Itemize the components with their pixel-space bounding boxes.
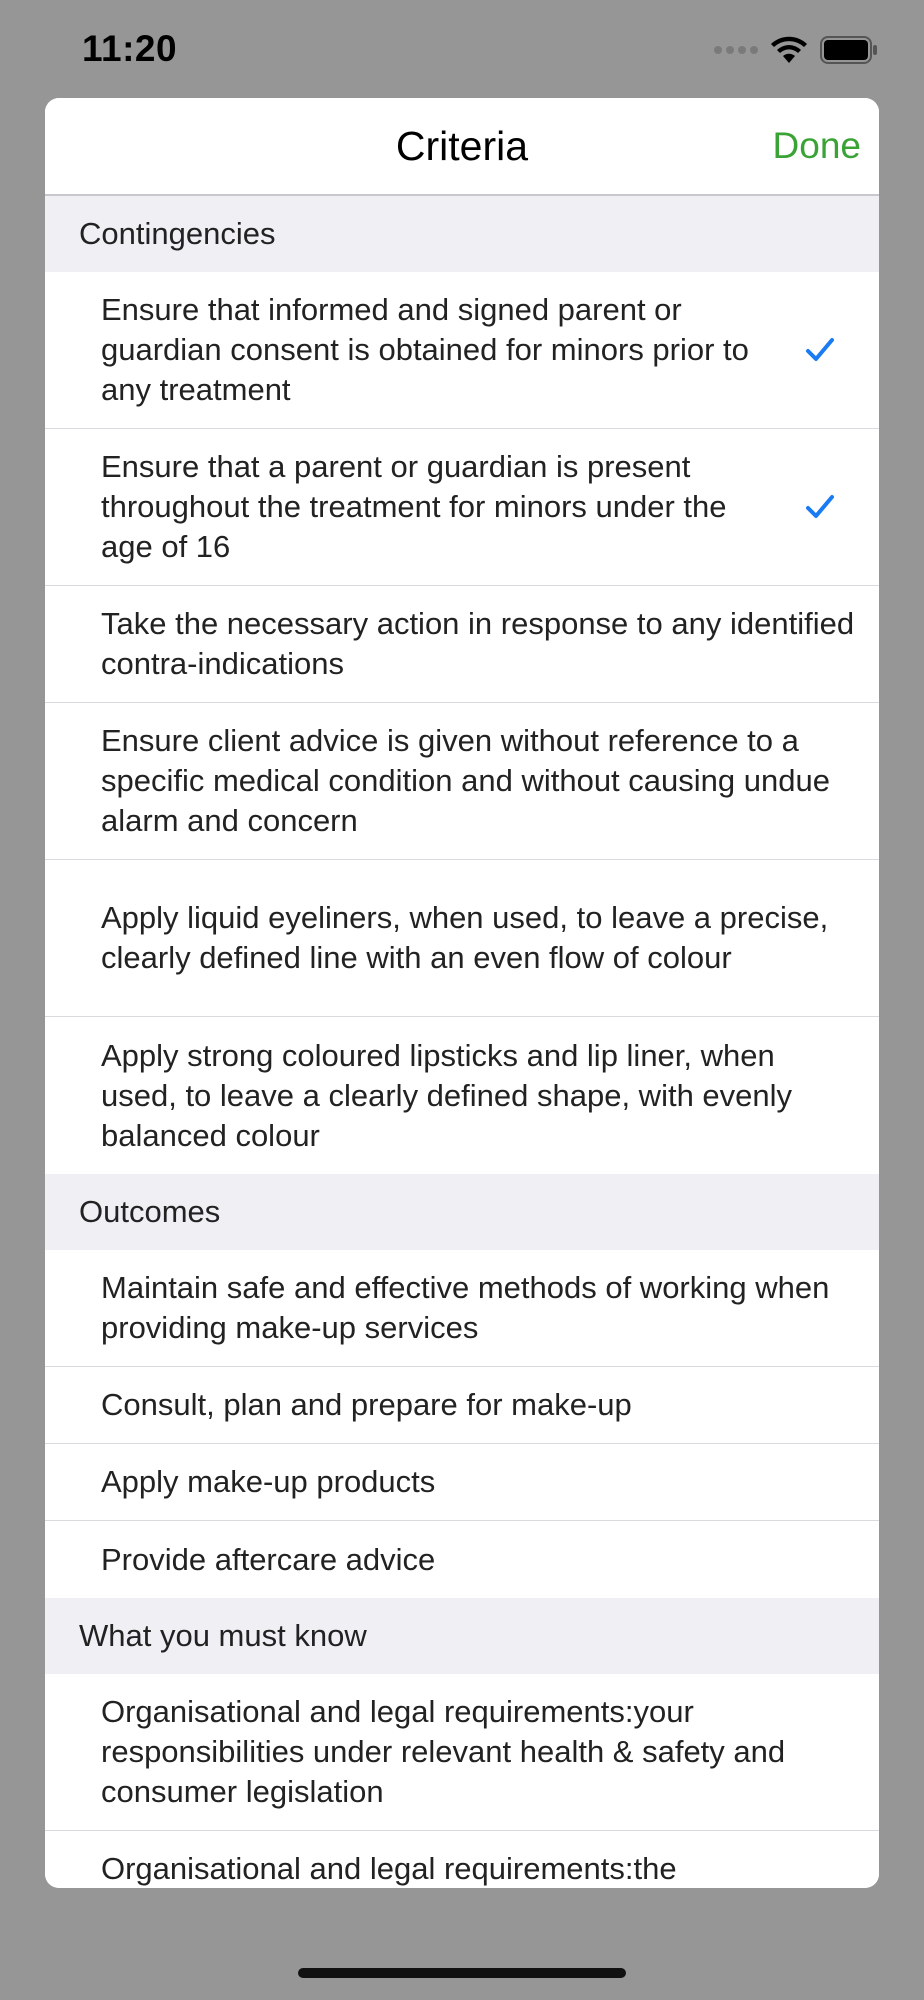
cellular-signal-icon	[714, 46, 758, 54]
criteria-list[interactable]	[45, 196, 879, 1888]
status-time: 11:20	[82, 28, 178, 69]
navigation-bar	[45, 98, 879, 196]
list-item[interactable]	[45, 1367, 879, 1444]
list-item-text: Organisational and legal requirements:your responsibilities under relevant health & safety and consumer legislation	[101, 1694, 786, 1809]
list-item-text: Consult, plan and prepare for make-up	[101, 1387, 632, 1422]
done-button[interactable]: Done	[772, 125, 861, 166]
list-item-text: Take the necessary action in response to any identified contra-indications	[101, 606, 855, 681]
section-header-contingencies: Contingencies	[45, 196, 879, 272]
wifi-icon	[770, 36, 808, 64]
checkmark-icon	[805, 493, 835, 521]
list-item[interactable]	[45, 1017, 879, 1174]
list-item[interactable]	[45, 586, 879, 703]
list-item-text: Apply liquid eyeliners, when used, to leave a precise, clearly defined line with an even flow of colour	[101, 900, 829, 975]
page-title: Criteria	[395, 123, 529, 169]
list-item-text: Provide aftercare advice	[101, 1541, 436, 1577]
list-item[interactable]	[45, 429, 879, 586]
list-item[interactable]	[45, 703, 879, 860]
list-item[interactable]	[45, 1521, 879, 1598]
list-item-text: Ensure that informed and signed parent or guardian consent is obtained for minors prior to any treatment	[101, 292, 749, 407]
criteria-sheet	[45, 98, 879, 1888]
list-item[interactable]	[45, 272, 879, 429]
list-item-text: Ensure that a parent or guardian is present throughout the treatment for minors under the age of 16	[101, 449, 727, 564]
list-item-text: Apply make-up products	[101, 1464, 436, 1499]
list-item[interactable]	[45, 1831, 879, 1888]
list-item-text: Ensure client advice is given without reference to a specific medical condition and without causing undue alarm and concern	[101, 723, 830, 838]
section-header-what-you-must-know: What you must know	[45, 1598, 879, 1674]
status-icons	[714, 34, 878, 66]
section-header-outcomes: Outcomes	[45, 1174, 879, 1250]
list-item-text: Organisational and legal requirements:the	[101, 1851, 677, 1886]
status-bar	[0, 0, 924, 98]
battery-icon	[820, 36, 878, 64]
list-item[interactable]	[45, 860, 879, 1017]
list-item-text: Maintain safe and effective methods of working when providing make-up services	[101, 1270, 830, 1345]
home-indicator[interactable]	[298, 1968, 626, 1978]
list-item-text: Apply strong coloured lipsticks and lip liner, when used, to leave a clearly defined shape, with evenly balanced colour	[101, 1037, 793, 1153]
checkmark-icon	[805, 336, 835, 364]
list-item[interactable]	[45, 1674, 879, 1831]
list-item[interactable]	[45, 1250, 879, 1367]
list-item[interactable]	[45, 1444, 879, 1521]
